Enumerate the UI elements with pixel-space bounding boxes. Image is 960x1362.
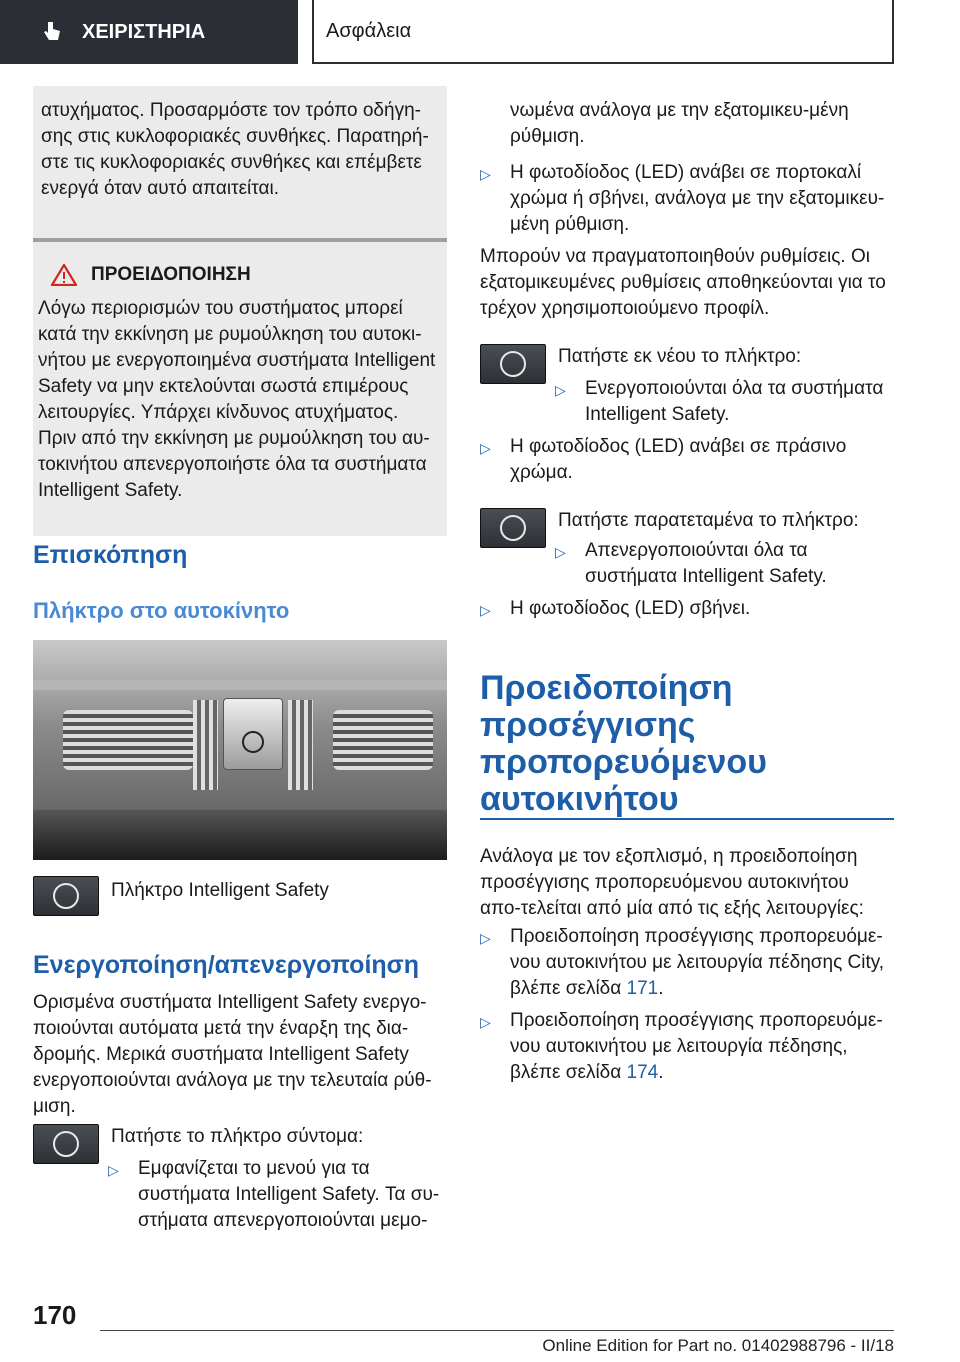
intelligent-safety-button-icon	[480, 508, 546, 548]
list-item: ▷ Η φωτοδίοδος (LED) ανάβει σε πράσινο χρώμα.	[480, 434, 894, 486]
intelligent-safety-button-icon	[480, 344, 546, 384]
triangle-bullet-icon: ▷	[555, 382, 566, 398]
triangle-bullet-icon: ▷	[480, 602, 491, 618]
press-long-text: Πατήστε παρατεταμένα το πλήκτρο:	[558, 510, 859, 531]
list-item: ▷ Η φωτοδίοδος (LED) σβήνει.	[480, 596, 894, 623]
list-item: ▷ Η φωτοδίοδος (LED) ανάβει σε πορτοκαλί χρώμα ή σβήνει, ανάλογα με την εξατομικευ-μένη ρύθμιση.	[480, 160, 894, 238]
activation-text: Ορισμένα συστήματα Intelligent Safety ενεργο-ποιούνται αυτόματα μετά την έναρξη της δια-δρομής. Μερικά συστήματα Intelligent Safety ενεργοποιούνται ανάλογα με την τελευταία ρύθ-μιση.	[33, 992, 432, 1117]
section-title: Ασφάλεια	[312, 0, 894, 64]
button-heading: Πλήκτρο στο αυτοκίνητο	[33, 598, 290, 623]
intro-box	[33, 86, 447, 250]
page-link-171[interactable]: 171	[626, 978, 659, 999]
warning-text: Λόγω περιορισμών του συστήματος μπορεί κατά την εκκίνηση με ρυμούλκηση του αυτοκι-νήτου με ενεργοποιημένα συστήματα Intelligent Safety να μην εκτελούνται σωστά επιμέρους λειτουργίες. Υπάρχει κίνδυνος ατυχήματος. Πριν από την εκκίνηση με ρυμούλκηση του αυ-τοκινήτου απενεργοποιήστε όλα τα συστήματα Intelligent Safety.	[38, 298, 436, 501]
triangle-bullet-icon: ▷	[108, 1162, 119, 1178]
fcw-text: Ανάλογα με τον εξοπλισμό, η προειδοποίηση προσέγγισης προπορευόμενου αυτοκινήτου απο-τελείται από μία από τις εξής λειτουργίες:	[480, 846, 864, 919]
section-heading: Προειδοποίηση προσέγγισης προπορευόμενου αυτοκινήτου	[480, 669, 767, 818]
manual-tab	[0, 0, 298, 64]
triangle-bullet-icon: ▷	[480, 166, 491, 182]
intelligent-safety-button-icon	[33, 1124, 99, 1164]
press-short-text: Πατήστε το πλήκτρο σύντομα:	[111, 1126, 364, 1147]
dashboard-button-photo	[33, 640, 447, 860]
list-item: ▷ Προειδοποίηση προσέγγισης προπορευόμε-νου αυτοκινήτου με λειτουργία πέδησης, βλέπε σελίδα 174.	[480, 1008, 894, 1086]
triangle-bullet-icon: ▷	[480, 1014, 491, 1030]
page-number: 170	[33, 1300, 77, 1330]
warning-triangle-icon	[51, 264, 77, 286]
heading-underline	[480, 818, 894, 820]
settings-text: Μπορούν να πραγματοποιηθούν ρυθμίσεις. Οι εξατομικευμένες ρυθμίσεις αποθηκεύονται για το τρέχον χρησιμοποιούμενο προφίλ.	[480, 246, 886, 319]
overview-heading: Επισκόπηση	[33, 541, 188, 569]
warning-title: ΠΡΟΕΙΔΟΠΟΙΗΣΗ	[91, 264, 251, 285]
continued-text: νωμένα ανάλογα με την εξατομικευ-μένη ρύθμιση.	[510, 100, 849, 147]
intelligent-safety-button-row	[33, 876, 447, 916]
list-item: ▷ Ενεργοποιούνται όλα τα συστήματα Intelligent Safety.	[555, 376, 895, 428]
button-caption: Πλήκτρο Intelligent Safety	[111, 880, 329, 901]
page-link-174[interactable]: 174	[626, 1062, 659, 1083]
intelligent-safety-button-icon	[33, 876, 99, 916]
list-item: ▷ Απενεργοποιούνται όλα τα συστήματα Intelligent Safety.	[555, 538, 895, 590]
triangle-bullet-icon: ▷	[480, 440, 491, 456]
hand-pointer-icon	[40, 20, 64, 44]
triangle-bullet-icon: ▷	[555, 544, 566, 560]
list-item: ▷ Εμφανίζεται το μενού για τα συστήματα Intelligent Safety. Τα συ-στήματα απενεργοποιούνται μεμο-	[108, 1156, 448, 1234]
edition-text: Online Edition for Part no. 01402988796 - II/18	[542, 1336, 894, 1355]
list-item: ▷ Προειδοποίηση προσέγγισης προπορευόμε-νου αυτοκινήτου με λειτουργία πέδησης City, βλέπε σελίδα 171.	[480, 924, 894, 1002]
footer-rule	[100, 1330, 894, 1331]
intro-text: ατυχήματος. Προσαρμόστε τον τρόπο οδήγη-σης στις κυκλοφοριακές συνθήκες. Παρατηρή-στε τις κυκλοφοριακές συνθήκες και επέμβετε ενεργά όταν αυτό απαιτείται.	[41, 100, 429, 199]
press-again-text: Πατήστε εκ νέου το πλήκτρο:	[558, 346, 802, 367]
manual-tab-label: ΧΕΙΡΙΣΤΗΡΙΑ	[82, 20, 206, 43]
activation-heading: Ενεργοποίηση/απενεργοποίηση	[33, 951, 420, 979]
warning-heading	[51, 262, 447, 288]
warning-box	[33, 242, 447, 536]
triangle-bullet-icon: ▷	[480, 930, 491, 946]
